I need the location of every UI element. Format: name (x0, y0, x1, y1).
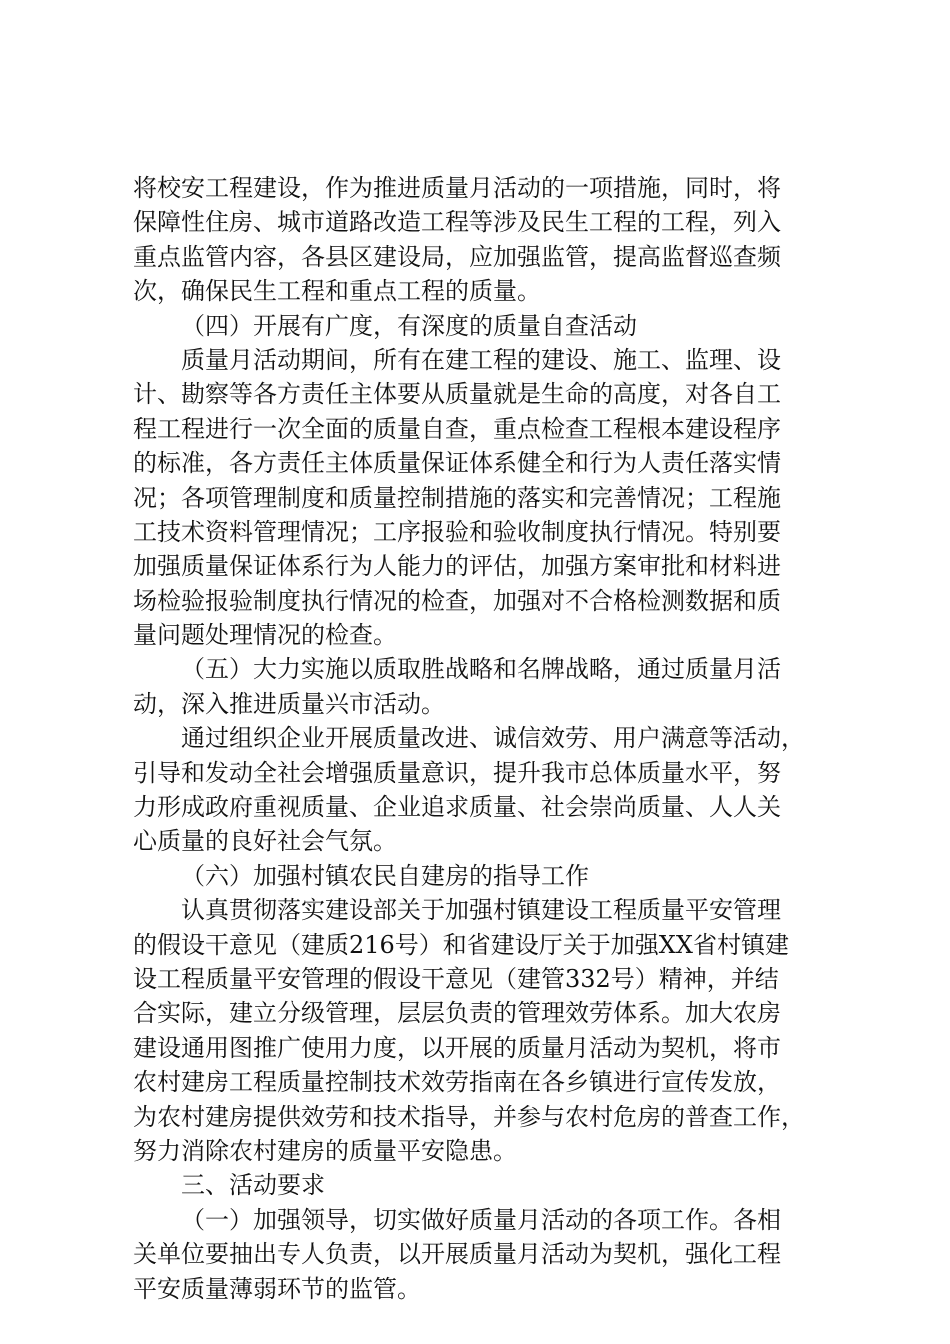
text-line: 关单位要抽出专人负责，以开展质量月活动为契机，强化工程 (133, 1240, 781, 1269)
text-line: 力形成政府重视质量、企业追求质量、社会崇尚质量、人人关 (133, 793, 781, 822)
text-line: 设工程质量平安管理的假设干意见（建管332号）精神，并结 (133, 964, 779, 993)
text-line: 努力消除农村建房的质量平安隐患。 (133, 1136, 517, 1165)
text-line: 保障性住房、城市道路改造工程等涉及民生工程的工程，列入 (133, 208, 781, 237)
section-heading-4: （四）开展有广度，有深度的质量自查活动 (181, 311, 637, 340)
section-heading-requirements: 三、活动要求 (181, 1171, 325, 1200)
section-heading-6: （六）加强村镇农民自建房的指导工作 (181, 861, 589, 890)
text-line: 况；各项管理制度和质量控制措施的落实和完善情况；工程施 (133, 483, 781, 512)
text-line: 重点监管内容，各县区建设局，应加强监管，提高监督巡查频 (133, 242, 781, 271)
section-heading-5: （五）大力实施以质取胜战略和名牌战略，通过质量月活 (181, 655, 781, 684)
text-line: 场检验报验制度执行情况的检查，加强对不合格检测数据和质 (133, 586, 781, 615)
text-line: 加强质量保证体系行为人能力的评估，加强方案审批和材料进 (133, 552, 781, 581)
document-body (133, 171, 826, 1306)
paragraph-start: 通过组织企业开展质量改进、诚信效劳、用户满意等活动， (181, 724, 805, 753)
text-line: 的标准，各方责任主体质量保证体系健全和行为人责任落实情 (133, 449, 781, 478)
text-line: 程工程进行一次全面的质量自查，重点检查工程根本建设程序 (133, 414, 781, 443)
text-line: 建设通用图推广使用力度，以开展的质量月活动为契机，将市 (133, 1033, 781, 1062)
paragraph-start: （一）加强领导，切实做好质量月活动的各项工作。各相 (181, 1205, 781, 1234)
text-line: 农村建房工程质量控制技术效劳指南在各乡镇进行宣传发放， (133, 1068, 781, 1097)
paragraph-start: 认真贯彻落实建设部关于加强村镇建设工程质量平安管理 (181, 896, 781, 925)
text-line: 将校安工程建设，作为推进质量月活动的一项措施，同时，将 (133, 174, 781, 202)
text-line: 计、勘察等各方责任主体要从质量就是生命的高度，对各自工 (133, 380, 781, 409)
text-line: 平安质量薄弱环节的监管。 (133, 1274, 421, 1303)
text-line: 的假设干意见（建质216号）和省建设厅关于加强XX省村镇建 (133, 930, 789, 959)
text-line: 心质量的良好社会气氛。 (133, 827, 397, 856)
text-line: 为农村建房提供效劳和技术指导，并参与农村危房的普查工作， (133, 1102, 805, 1131)
text-line: 合实际，建立分级管理，层层负责的管理效劳体系。加大农房 (133, 999, 781, 1028)
text-line: 引导和发动全社会增强质量意识，提升我市总体质量水平，努 (133, 758, 781, 787)
text-line: 工技术资料管理情况；工序报验和验收制度执行情况。特别要 (133, 517, 781, 546)
paragraph-start: 质量月活动期间，所有在建工程的建设、施工、监理、设 (181, 345, 781, 374)
text-line: 次，确保民生工程和重点工程的质量。 (133, 277, 541, 306)
text-line: 动，深入推进质量兴市活动。 (133, 689, 445, 718)
text-line: 量问题处理情况的检查。 (133, 621, 397, 650)
